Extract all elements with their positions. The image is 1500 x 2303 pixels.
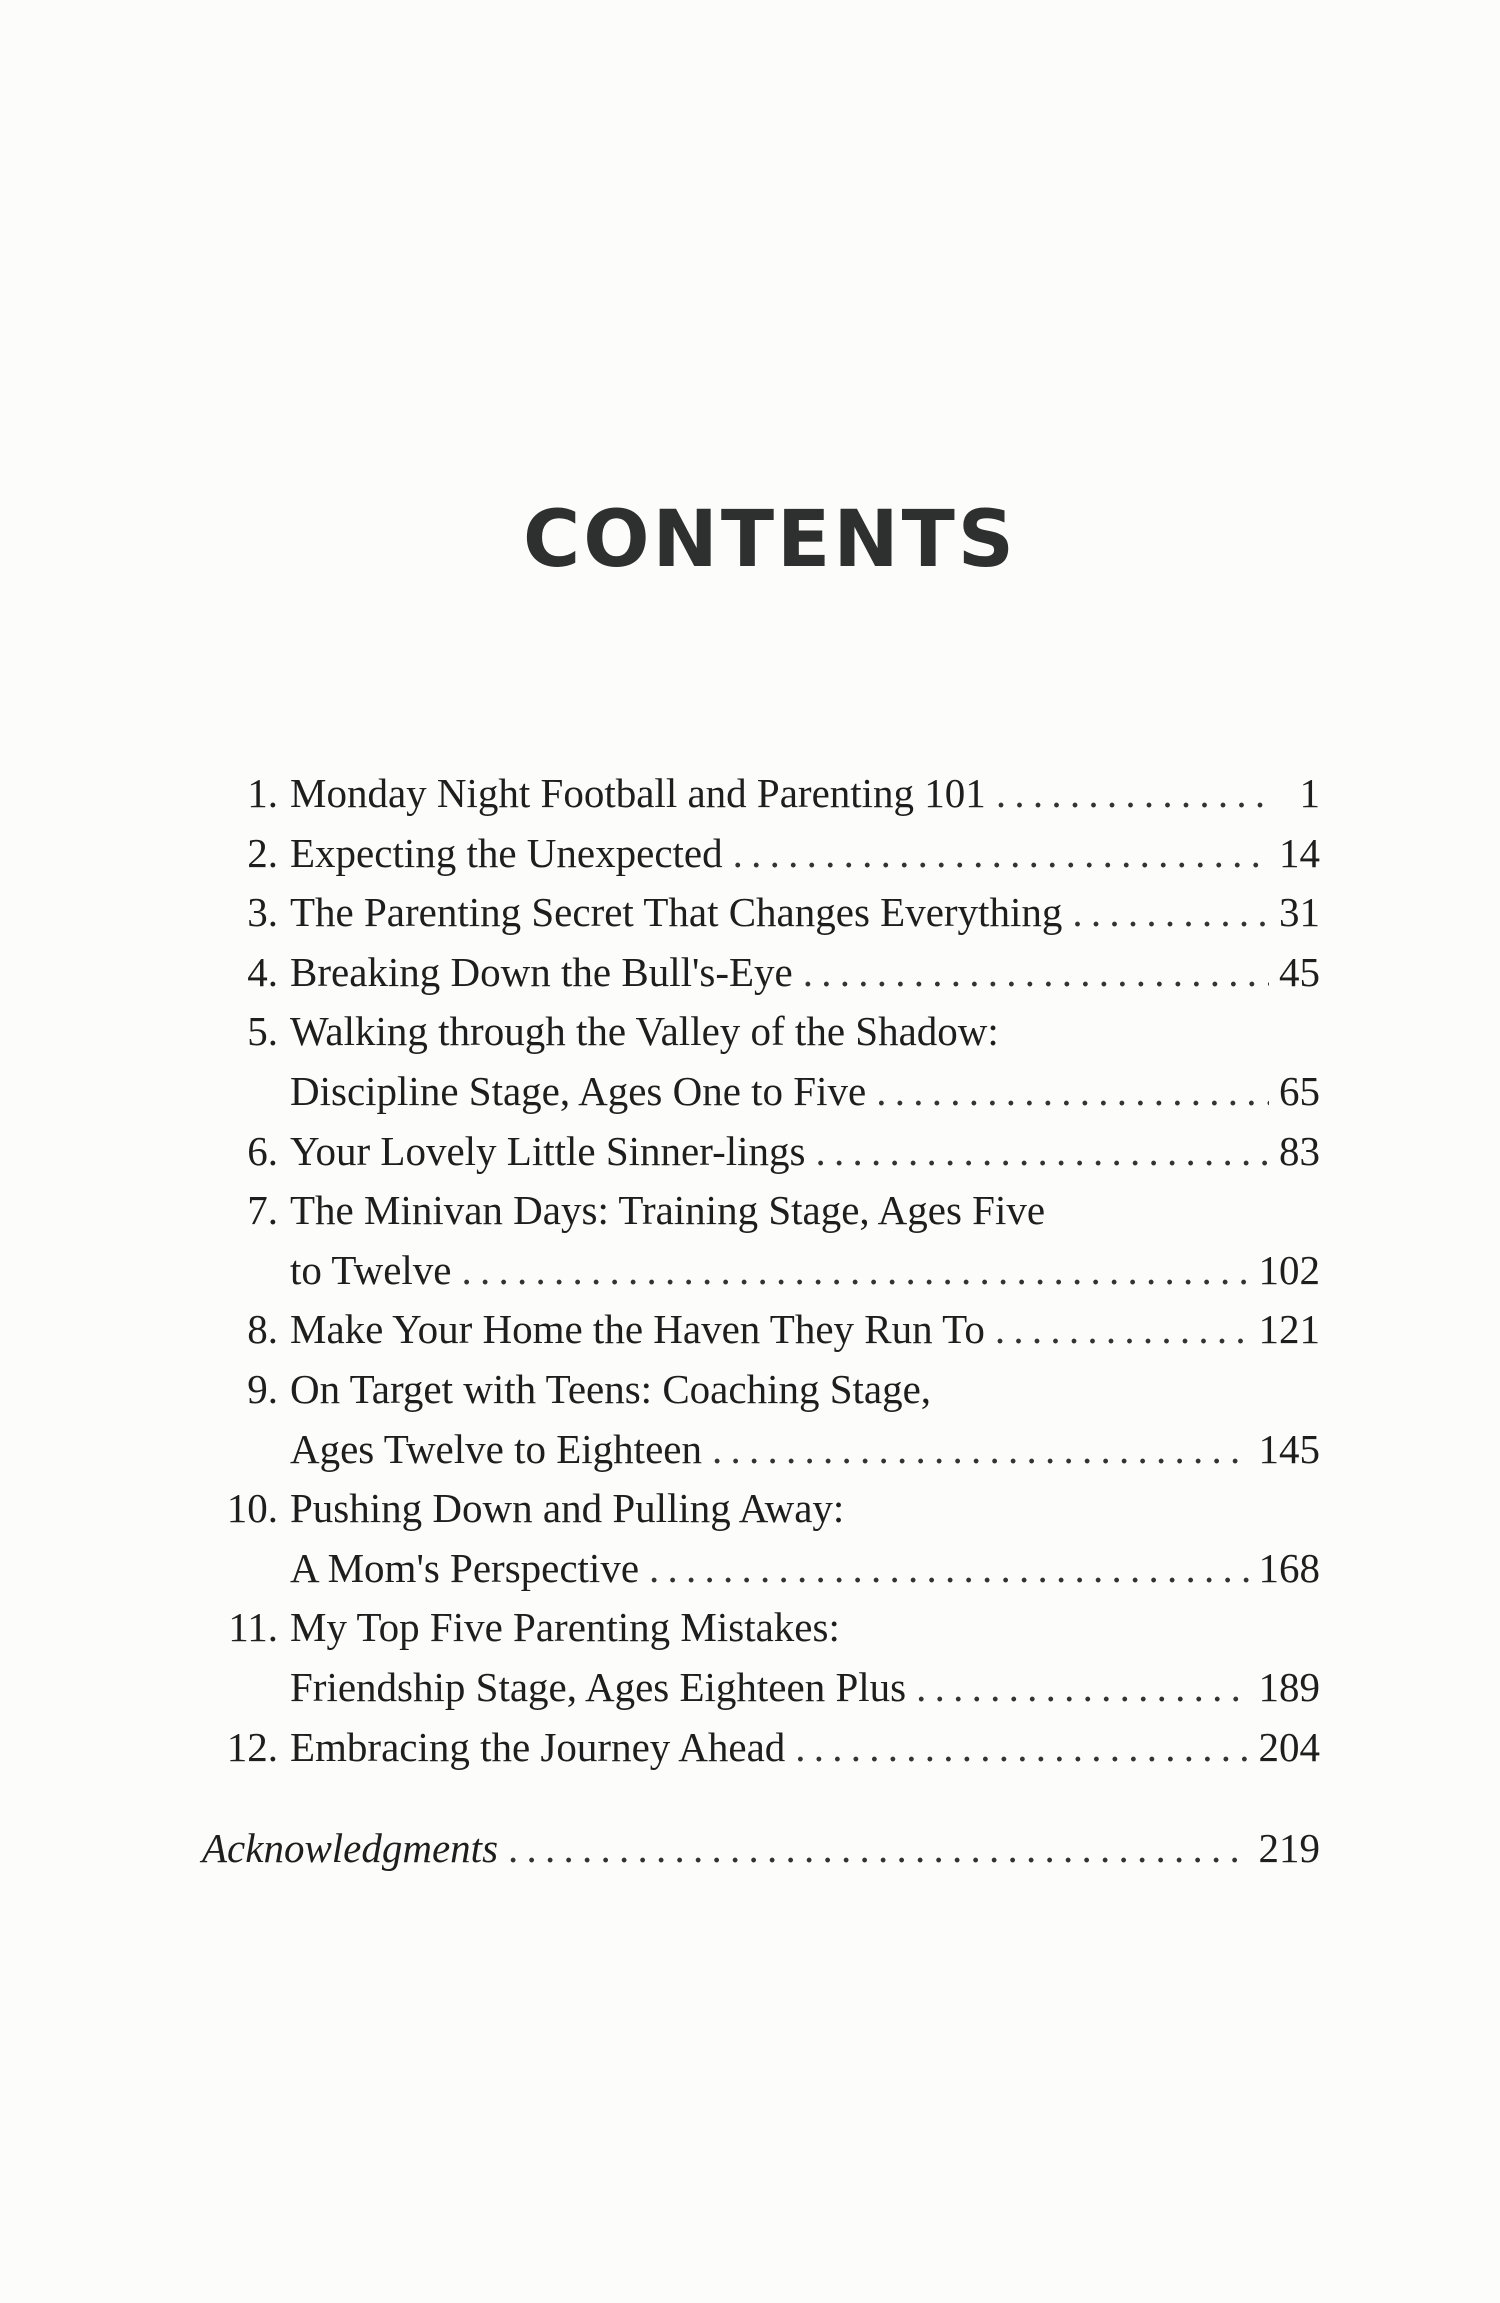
toc-entry-continued bbox=[190, 1420, 1320, 1480]
chapter-title-continued: Ages Twelve to Eighteen bbox=[290, 1425, 702, 1472]
chapter-number: 7. bbox=[247, 1187, 278, 1234]
chapter-title: Make Your Home the Haven They Run To bbox=[290, 1306, 985, 1353]
dot-leader bbox=[733, 824, 1269, 884]
chapter-title: Monday Night Football and Parenting 101 bbox=[290, 770, 986, 816]
page-number: 14 bbox=[1279, 829, 1320, 876]
page-number: 121 bbox=[1258, 1306, 1320, 1353]
dot-leader bbox=[995, 1300, 1249, 1360]
page-number: 83 bbox=[1279, 1127, 1320, 1174]
dot-leader bbox=[649, 1539, 1248, 1599]
dot-leader bbox=[996, 764, 1270, 824]
toc-entry-continued bbox=[190, 1539, 1320, 1599]
chapter-title: On Target with Teens: Coaching Stage, bbox=[290, 1365, 932, 1412]
chapter-title-continued: to Twelve bbox=[290, 1246, 452, 1293]
toc-entry-continued bbox=[190, 1658, 1320, 1718]
toc-entry bbox=[190, 1181, 1320, 1241]
chapter-title-continued: Discipline Stage, Ages One to Five bbox=[290, 1067, 867, 1114]
chapter-title: Your Lovely Little Sinner-lings bbox=[290, 1127, 806, 1174]
dot-leader bbox=[815, 1122, 1269, 1182]
page-number: 145 bbox=[1258, 1425, 1320, 1472]
chapter-title: My Top Five Parenting Mistakes: bbox=[290, 1604, 840, 1651]
table-of-contents bbox=[190, 764, 1320, 1879]
toc-entry bbox=[190, 1300, 1320, 1360]
page-number: 65 bbox=[1279, 1067, 1320, 1114]
toc-entry-continued bbox=[190, 1062, 1320, 1122]
toc-entry bbox=[190, 1122, 1320, 1182]
chapter-title-continued: A Mom's Perspective bbox=[290, 1544, 640, 1591]
page-number: 189 bbox=[1258, 1663, 1320, 1710]
chapter-title: Pushing Down and Pulling Away: bbox=[290, 1485, 845, 1532]
page-number: 102 bbox=[1258, 1246, 1320, 1293]
page-number: 204 bbox=[1258, 1723, 1320, 1770]
toc-entry bbox=[190, 1479, 1320, 1539]
toc-entry bbox=[190, 1718, 1320, 1778]
dot-leader bbox=[712, 1420, 1249, 1480]
chapter-number: 1. bbox=[247, 770, 278, 816]
page-number: 45 bbox=[1279, 948, 1320, 995]
chapter-number: 4. bbox=[247, 948, 278, 995]
toc-entry bbox=[190, 824, 1320, 884]
page-number: 1 bbox=[1299, 770, 1320, 816]
toc-entry bbox=[190, 764, 1320, 824]
toc-entry bbox=[190, 883, 1320, 943]
chapter-number: 11. bbox=[228, 1604, 278, 1651]
chapter-title: The Parenting Secret That Changes Everything bbox=[290, 889, 1063, 936]
chapter-title: The Minivan Days: Training Stage, Ages Five bbox=[290, 1187, 1046, 1234]
toc-entry-continued bbox=[190, 1241, 1320, 1301]
dot-leader bbox=[461, 1241, 1248, 1301]
chapter-title-continued: Friendship Stage, Ages Eighteen Plus bbox=[290, 1663, 907, 1710]
chapter-number: 5. bbox=[247, 1008, 278, 1055]
dot-leader bbox=[508, 1819, 1248, 1879]
chapter-number: 3. bbox=[247, 889, 278, 936]
chapter-title: Expecting the Unexpected bbox=[290, 829, 723, 876]
toc-entry bbox=[190, 943, 1320, 1003]
dot-leader bbox=[803, 943, 1269, 1003]
toc-entry bbox=[190, 1002, 1320, 1062]
chapter-number: 9. bbox=[247, 1365, 278, 1412]
chapter-number: 12. bbox=[226, 1723, 278, 1770]
chapter-title: Walking through the Valley of the Shadow: bbox=[290, 1008, 999, 1055]
page-number: 168 bbox=[1258, 1544, 1320, 1591]
dot-leader bbox=[876, 1062, 1269, 1122]
chapter-title: Breaking Down the Bull's-Eye bbox=[290, 948, 793, 995]
chapter-number: 8. bbox=[247, 1306, 278, 1353]
dot-leader bbox=[1072, 883, 1269, 943]
page-title: CONTENTS bbox=[523, 495, 1017, 585]
acknowledgments-title: Acknowledgments bbox=[202, 1825, 499, 1872]
dot-leader bbox=[795, 1718, 1248, 1778]
chapter-number: 6. bbox=[247, 1127, 278, 1174]
chapter-number: 2. bbox=[247, 829, 278, 876]
chapter-number: 10. bbox=[226, 1485, 278, 1532]
toc-entry bbox=[190, 1360, 1320, 1420]
toc-entry-acknowledgments bbox=[190, 1819, 1320, 1879]
chapter-title: Embracing the Journey Ahead bbox=[290, 1723, 786, 1770]
page-number: 31 bbox=[1279, 889, 1320, 936]
page-number: 219 bbox=[1258, 1825, 1320, 1872]
toc-entry bbox=[190, 1598, 1320, 1658]
dot-leader bbox=[916, 1658, 1248, 1718]
